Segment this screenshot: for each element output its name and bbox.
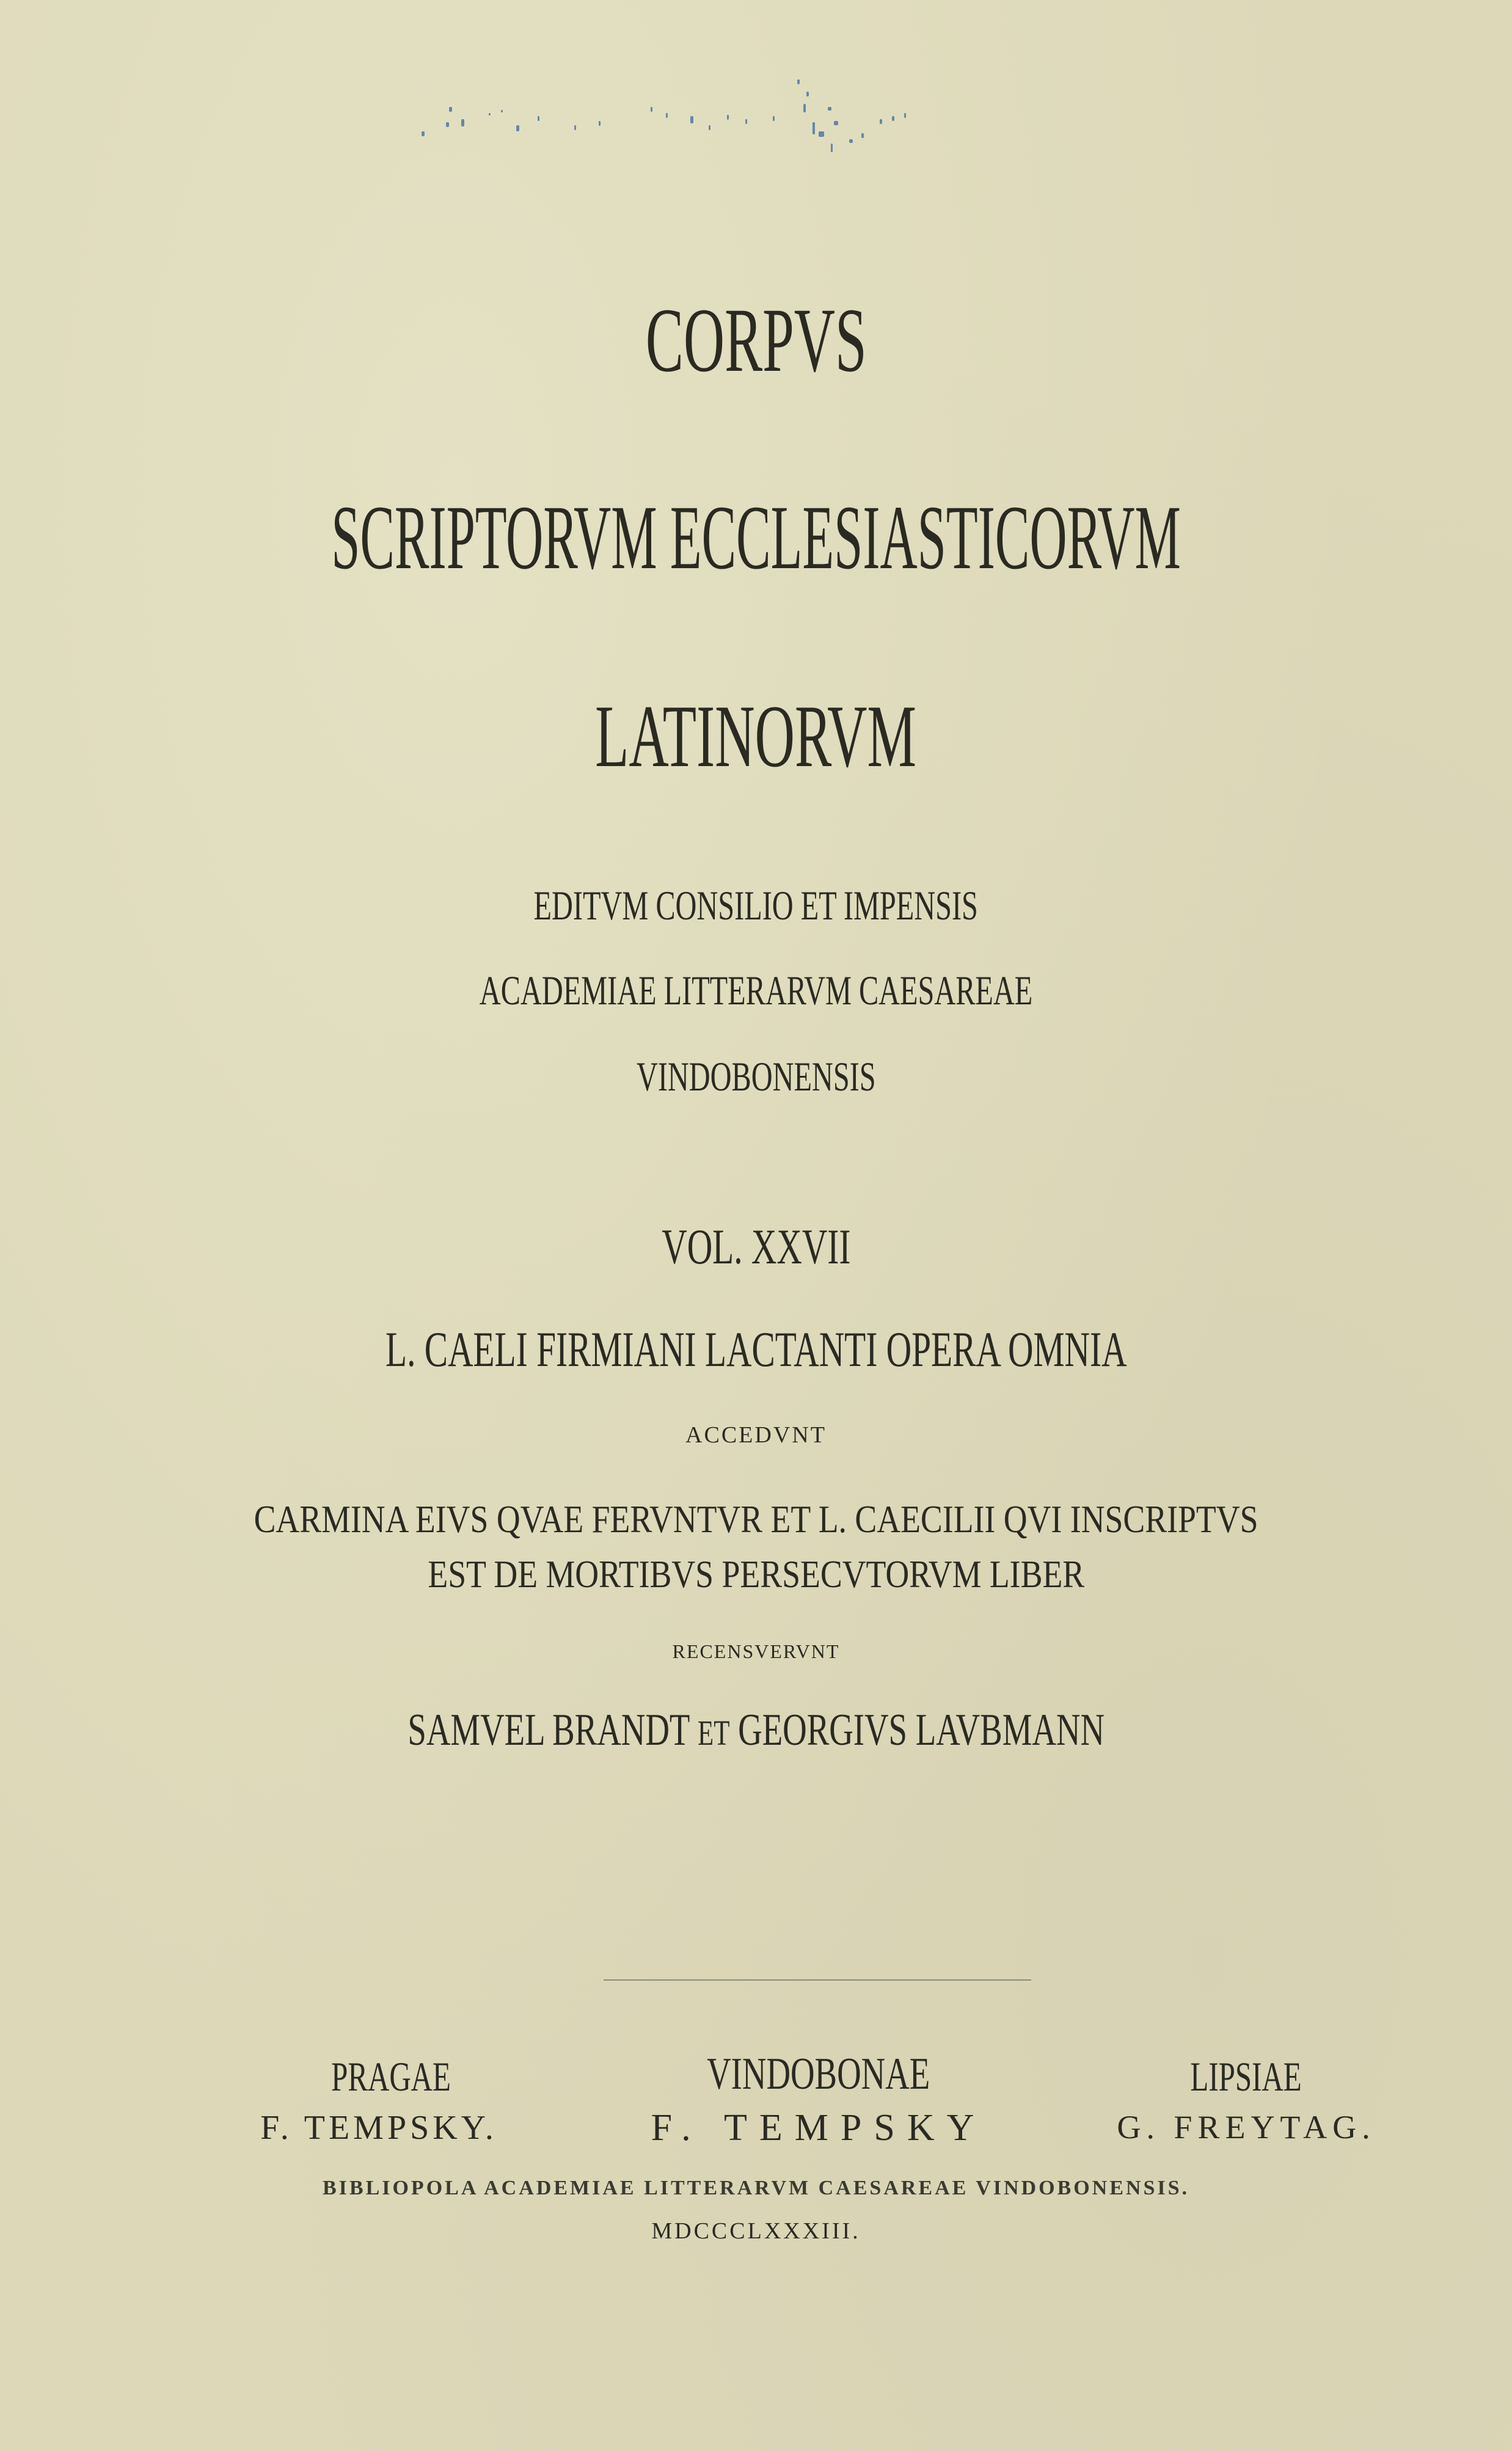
series-title-line-3: LATINORVM — [595, 687, 917, 786]
imprint-publisher-leipzig — [1087, 2111, 1405, 2144]
publication-year: MDCCCLXXXIII. — [651, 2218, 861, 2244]
recensuerunt-label: RECENSVERVNT — [672, 1640, 840, 1662]
separator-rule — [604, 1979, 1031, 1981]
accedunt-label: ACCEDVNT — [685, 1422, 827, 1448]
edited-by-line-1: EDITVM CONSILIO ET IMPENSIS — [533, 882, 979, 929]
imprint-publisher-vienna — [611, 2109, 1026, 2147]
editors-line — [0, 1705, 1512, 1755]
library-stamp-residue — [397, 73, 959, 153]
edited-by-line-2: ACADEMIAE LITTERARVM CAESAREAE — [479, 967, 1033, 1014]
imprint-place-vienna — [611, 2051, 1026, 2097]
publisher-name: F. TEMPSKY. — [260, 2109, 497, 2147]
city-name: PRAGAE — [331, 2053, 451, 2100]
volume-number: VOL. XXVII — [661, 1219, 851, 1274]
city-name: LIPSIAE — [1190, 2053, 1302, 2100]
editor-2: GEORGIVS LAVBMANN — [737, 1705, 1105, 1755]
city-name: VINDOBONAE — [707, 2049, 930, 2099]
imprint-publisher-prague — [220, 2111, 538, 2145]
edited-by-line-3: VINDOBONENSIS — [636, 1053, 876, 1100]
editors-conjunction: ET — [697, 1713, 730, 1753]
bookseller-line: BIBLIOPOLA ACADEMIAE LITTERARVM CAESAREAE VINDOBONENSIS. — [322, 2177, 1190, 2199]
publisher-name: F. TEMPSKY — [651, 2107, 987, 2149]
series-title-line-1: CORPVS — [645, 290, 867, 391]
addenda-line-1: CARMINA EIVS QVAE FERVNTVR ET L. CAECILII QVI INSCRIPTVS — [254, 1497, 1258, 1541]
imprint-place-leipzig — [1087, 2053, 1405, 2100]
editor-1: SAMVEL BRANDT — [407, 1705, 690, 1755]
publisher-name: G. FREYTAG. — [1117, 2109, 1376, 2146]
series-title-line-2: SCRIPTORVM ECCLESIASTICORVM — [331, 487, 1181, 588]
addenda-line-2: EST DE MORTIBVS PERSECVTORVM LIBER — [428, 1552, 1084, 1596]
imprint-place-prague — [257, 2053, 525, 2100]
work-title: L. CAELI FIRMIANI LACTANTI OPERA OMNIA — [385, 1321, 1127, 1377]
